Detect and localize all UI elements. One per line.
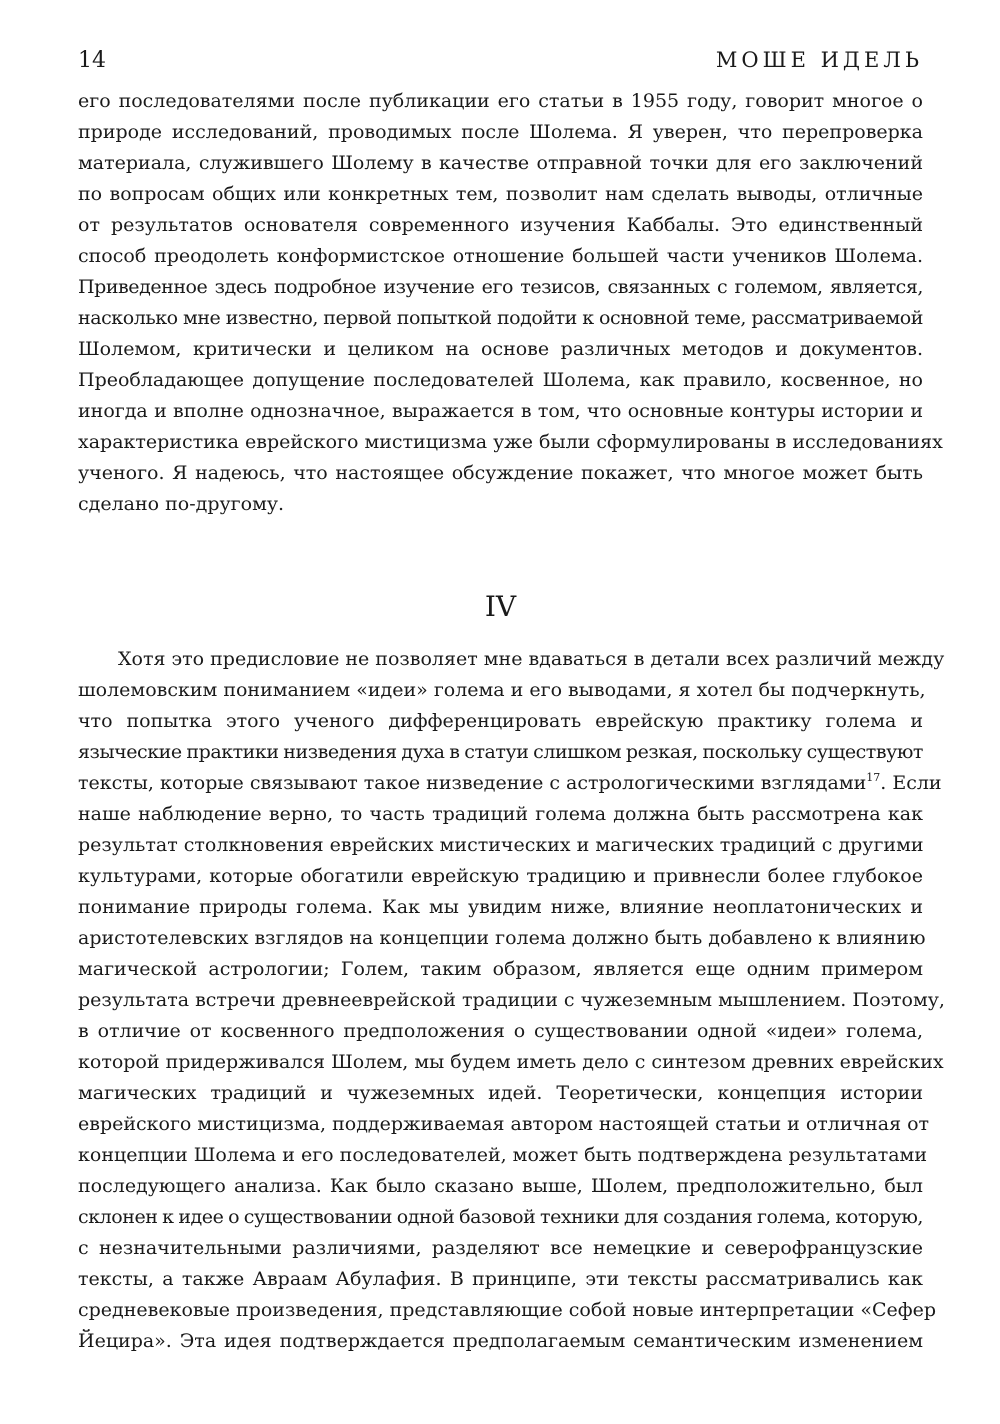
text-line: его последователями после публикации его статьи в 1955 году, говорит многое о bbox=[78, 90, 923, 112]
text-line: в отличие от косвенного предположения о существовании одной «идеи» голема, bbox=[78, 1020, 923, 1042]
text-line: культурами, которые обогатили еврейскую традицию и привнесли более глубокое bbox=[78, 865, 923, 887]
text-line: ученого. Я надеюсь, что настоящее обсуждение покажет, что многое может быть bbox=[78, 462, 923, 484]
text-line: материала, служившего Шолему в качестве отправной точки для его заключений bbox=[78, 152, 923, 174]
text-fragment: тексты, которые связывают такое низведение с астрологическими взглядами bbox=[78, 772, 867, 794]
text-line: Шолемом, критически и целиком на основе различных методов и документов. bbox=[78, 338, 923, 360]
paragraph-1 bbox=[78, 86, 943, 520]
text-line: магической астрологии; Голем, таким образом, является еще одним примером bbox=[78, 958, 923, 980]
text-line: иногда и вполне однозначное, выражается в том, что основные контуры истории и bbox=[78, 400, 923, 422]
text-line: Хотя это предисловие не позволяет мне вдаваться в детали всех различий между bbox=[118, 648, 945, 670]
footnote-ref[interactable]: 17 bbox=[866, 771, 881, 784]
running-head-author: МОШЕ ИДЕЛЬ bbox=[715, 48, 923, 72]
text-line-with-footnote bbox=[78, 768, 942, 799]
text-line: результат столкновения еврейских мистических и магических традиций с другими bbox=[78, 834, 924, 856]
text-line: концепции Шолема и его последователей, может быть подтверждена результатами bbox=[78, 1144, 927, 1166]
text-line: шолемовским пониманием «идеи» голема и его выводами, я хотел бы подчеркнуть, bbox=[78, 679, 926, 701]
text-line: языческие практики низведения духа в статуи слишком резкая, поскольку существуют bbox=[78, 741, 923, 763]
text-line: сделано по-другому. bbox=[78, 493, 285, 515]
text-line: природе исследований, проводимых после Шолема. Я уверен, что перепроверка bbox=[78, 121, 923, 143]
text-line: с незначительными различиями, разделяют все немецкие и северофранцузские bbox=[78, 1237, 923, 1259]
text-line: Приведенное здесь подробное изучение его тезисов, связанных с големом, является, bbox=[78, 276, 923, 298]
text-line: средневековые произведения, представляющие собой новые интерпретации «Сефер bbox=[78, 1299, 937, 1321]
text-line: которой придерживался Шолем, мы будем иметь дело с синтезом древних еврейских bbox=[78, 1051, 944, 1073]
text-line: результата встречи древнееврейской традиции с чужеземным мышлением. Поэтому, bbox=[78, 989, 945, 1011]
text-line: еврейского мистицизма, поддерживаемая автором настоящей статьи и отличная от bbox=[78, 1113, 930, 1135]
text-line: Йецира». Эта идея подтверждается предполагаемым семантическим изменением bbox=[78, 1330, 923, 1352]
text-line: понимание природы голема. Как мы увидим ниже, влияние неоплатонических и bbox=[78, 896, 923, 918]
text-line: склонен к идее о существовании одной базовой техники для создания голема, которую, bbox=[78, 1206, 923, 1228]
running-head bbox=[78, 48, 923, 78]
text-fragment: . Если bbox=[880, 772, 942, 794]
text-line: последующего анализа. Как было сказано выше, Шолем, предположительно, был bbox=[78, 1175, 923, 1197]
text-line: способ преодолеть конформистское отношение большей части учеников Шолема. bbox=[78, 245, 923, 267]
page-number: 14 bbox=[78, 48, 106, 73]
text-line: аристотелевских взглядов на концепции голема должно быть добавлено к влиянию bbox=[78, 927, 926, 949]
text-line: по вопросам общих или конкретных тем, позволит нам сделать выводы, отличные bbox=[78, 183, 923, 205]
text-line: что попытка этого ученого дифференцировать еврейскую практику голема и bbox=[78, 710, 923, 732]
text-line: от результатов основателя современного изучения Каббалы. Это единственный bbox=[78, 214, 923, 236]
text-line: тексты, а также Авраам Абулафия. В принципе, эти тексты рассматривались как bbox=[78, 1268, 923, 1290]
text-line: Преобладающее допущение последователей Шолема, как правило, косвенное, но bbox=[78, 369, 923, 391]
text-line: характеристика еврейского мистицизма уже были сформулированы в исследованиях bbox=[78, 431, 943, 453]
text-line: насколько мне известно, первой попыткой подойти к основной теме, рассматриваемой bbox=[78, 307, 923, 329]
section-heading: IV bbox=[484, 590, 517, 623]
text-line: наше наблюдение верно, то часть традиций голема должна быть рассмотрена как bbox=[78, 803, 923, 825]
paragraph-2 bbox=[78, 644, 945, 1357]
text-line: магических традиций и чужеземных идей. Теоретически, концепция истории bbox=[78, 1082, 923, 1104]
